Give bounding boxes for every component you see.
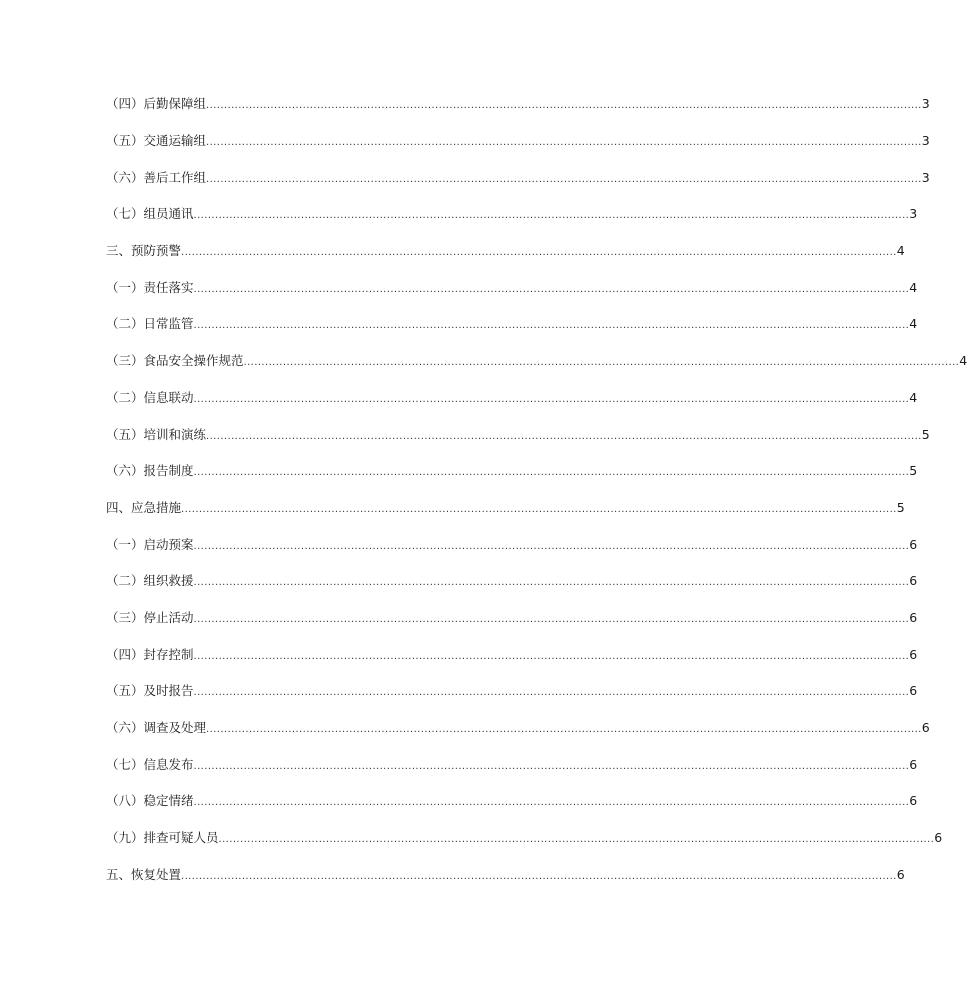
toc-entry-title: （五）交通运输组	[106, 133, 207, 148]
toc-page-number: 4	[959, 353, 967, 368]
toc-dot-leader: ........................................................................................................................................................................................................	[206, 100, 922, 111]
toc-entry[interactable]	[106, 720, 930, 738]
toc-dot-leader: ........................................................................................................................................................................................................	[181, 871, 897, 882]
toc-page-number: 6	[909, 610, 918, 625]
toc-entry[interactable]	[106, 243, 905, 261]
toc-entry-title: （三）停止活动	[106, 610, 194, 625]
toc-dot-leader: ........................................................................................................................................................................................................	[193, 467, 910, 478]
toc-entry-title: （二）组织救援	[106, 573, 194, 588]
toc-dot-leader: ........................................................................................................................................................................................................	[193, 394, 910, 405]
toc-dot-leader: ........................................................................................................................................................................................................	[206, 431, 922, 442]
toc-entry-title: （五）及时报告	[106, 683, 194, 698]
toc-entry[interactable]	[106, 793, 918, 811]
toc-entry[interactable]	[106, 96, 930, 114]
toc-dot-leader: ........................................................................................................................................................................................................	[193, 284, 910, 295]
toc-dot-leader: ........................................................................................................................................................................................................	[193, 320, 910, 331]
toc-page-number: 6	[921, 720, 930, 735]
toc-entry-title: （三）食品安全操作规范	[106, 353, 244, 368]
toc-entry[interactable]	[106, 206, 918, 224]
toc-page-number: 5	[909, 463, 918, 478]
toc-dot-leader: ........................................................................................................................................................................................................	[193, 687, 910, 698]
toc-dot-leader: ........................................................................................................................................................................................................	[206, 174, 922, 185]
toc-entry-title: （七）组员通讯	[106, 206, 194, 221]
toc-page-number: 3	[921, 133, 930, 148]
toc-entry[interactable]	[106, 610, 918, 628]
toc-dot-leader: ........................................................................................................................................................................................................	[193, 761, 910, 772]
toc-entry[interactable]	[106, 133, 930, 151]
toc-entry-title: （七）信息发布	[106, 757, 194, 772]
toc-dot-leader: ........................................................................................................................................................................................................	[193, 541, 910, 552]
toc-entry-title: 三、预防预警	[106, 243, 182, 258]
toc-entry-title: 四、应急措施	[106, 500, 182, 515]
toc-entry[interactable]	[106, 867, 905, 885]
toc-dot-leader: ........................................................................................................................................................................................................	[193, 614, 910, 625]
toc-page-number: 4	[909, 316, 918, 331]
toc-entry[interactable]	[106, 316, 918, 334]
toc-page-number: 6	[909, 647, 918, 662]
toc-entry[interactable]	[106, 353, 967, 371]
toc-entry-title: （五）培训和演练	[106, 427, 207, 442]
toc-page-number: 3	[921, 170, 930, 185]
toc-entry[interactable]	[106, 757, 918, 775]
toc-entry[interactable]	[106, 463, 918, 481]
toc-dot-leader: ........................................................................................................................................................................................................	[218, 834, 935, 845]
toc-page-number: 3	[921, 96, 930, 111]
toc-entry-title: （四）后勤保障组	[106, 96, 207, 111]
toc-entry-title: （二）日常监管	[106, 316, 194, 331]
toc-page-number: 6	[934, 830, 943, 845]
toc-page-number: 6	[896, 867, 905, 882]
toc-page-number: 6	[909, 757, 918, 772]
toc-entry[interactable]	[106, 390, 918, 408]
toc-page-number: 4	[909, 390, 918, 405]
toc-dot-leader: ........................................................................................................................................................................................................	[193, 651, 910, 662]
toc-entry-title: （一）责任落实	[106, 280, 194, 295]
toc-entry[interactable]	[106, 427, 930, 445]
toc-dot-leader: ........................................................................................................................................................................................................	[193, 210, 910, 221]
toc-dot-leader: ........................................................................................................................................................................................................	[193, 797, 910, 808]
toc-page-number: 6	[909, 537, 918, 552]
toc-entry[interactable]	[106, 537, 918, 555]
toc-page-number: 4	[909, 280, 918, 295]
toc-dot-leader: ........................................................................................................................................................................................................	[206, 137, 922, 148]
toc-entry[interactable]	[106, 170, 930, 188]
toc-entry[interactable]	[106, 647, 918, 665]
toc-entry-title: 五、恢复处置	[106, 867, 182, 882]
toc-page-number: 3	[909, 206, 918, 221]
toc-entry[interactable]	[106, 683, 918, 701]
toc-page-number: 6	[909, 573, 918, 588]
toc-dot-leader: ........................................................................................................................................................................................................	[181, 504, 897, 515]
toc-entry-title: （六）调查及处理	[106, 720, 207, 735]
toc-page-number: 4	[896, 243, 905, 258]
toc-entry-title: （四）封存控制	[106, 647, 194, 662]
toc-dot-leader: ........................................................................................................................................................................................................	[243, 357, 960, 368]
toc-dot-leader: ........................................................................................................................................................................................................	[193, 577, 910, 588]
toc-page-number: 5	[921, 427, 930, 442]
toc-page-number: 6	[909, 683, 918, 698]
toc-entry[interactable]	[106, 500, 905, 518]
toc-entry-title: （九）排查可疑人员	[106, 830, 219, 845]
toc-entry[interactable]	[106, 830, 943, 848]
toc-entry-title: （六）善后工作组	[106, 170, 207, 185]
toc-page-number: 6	[909, 793, 918, 808]
toc-entry-title: （一）启动预案	[106, 537, 194, 552]
toc-entry-title: （八）稳定情绪	[106, 793, 194, 808]
toc-dot-leader: ........................................................................................................................................................................................................	[206, 724, 922, 735]
toc-page-number: 5	[896, 500, 905, 515]
toc-entry[interactable]	[106, 573, 918, 591]
toc-entry[interactable]	[106, 280, 918, 298]
toc-entry-title: （六）报告制度	[106, 463, 194, 478]
toc-entry-title: （二）信息联动	[106, 390, 194, 405]
toc-dot-leader: ........................................................................................................................................................................................................	[181, 247, 897, 258]
